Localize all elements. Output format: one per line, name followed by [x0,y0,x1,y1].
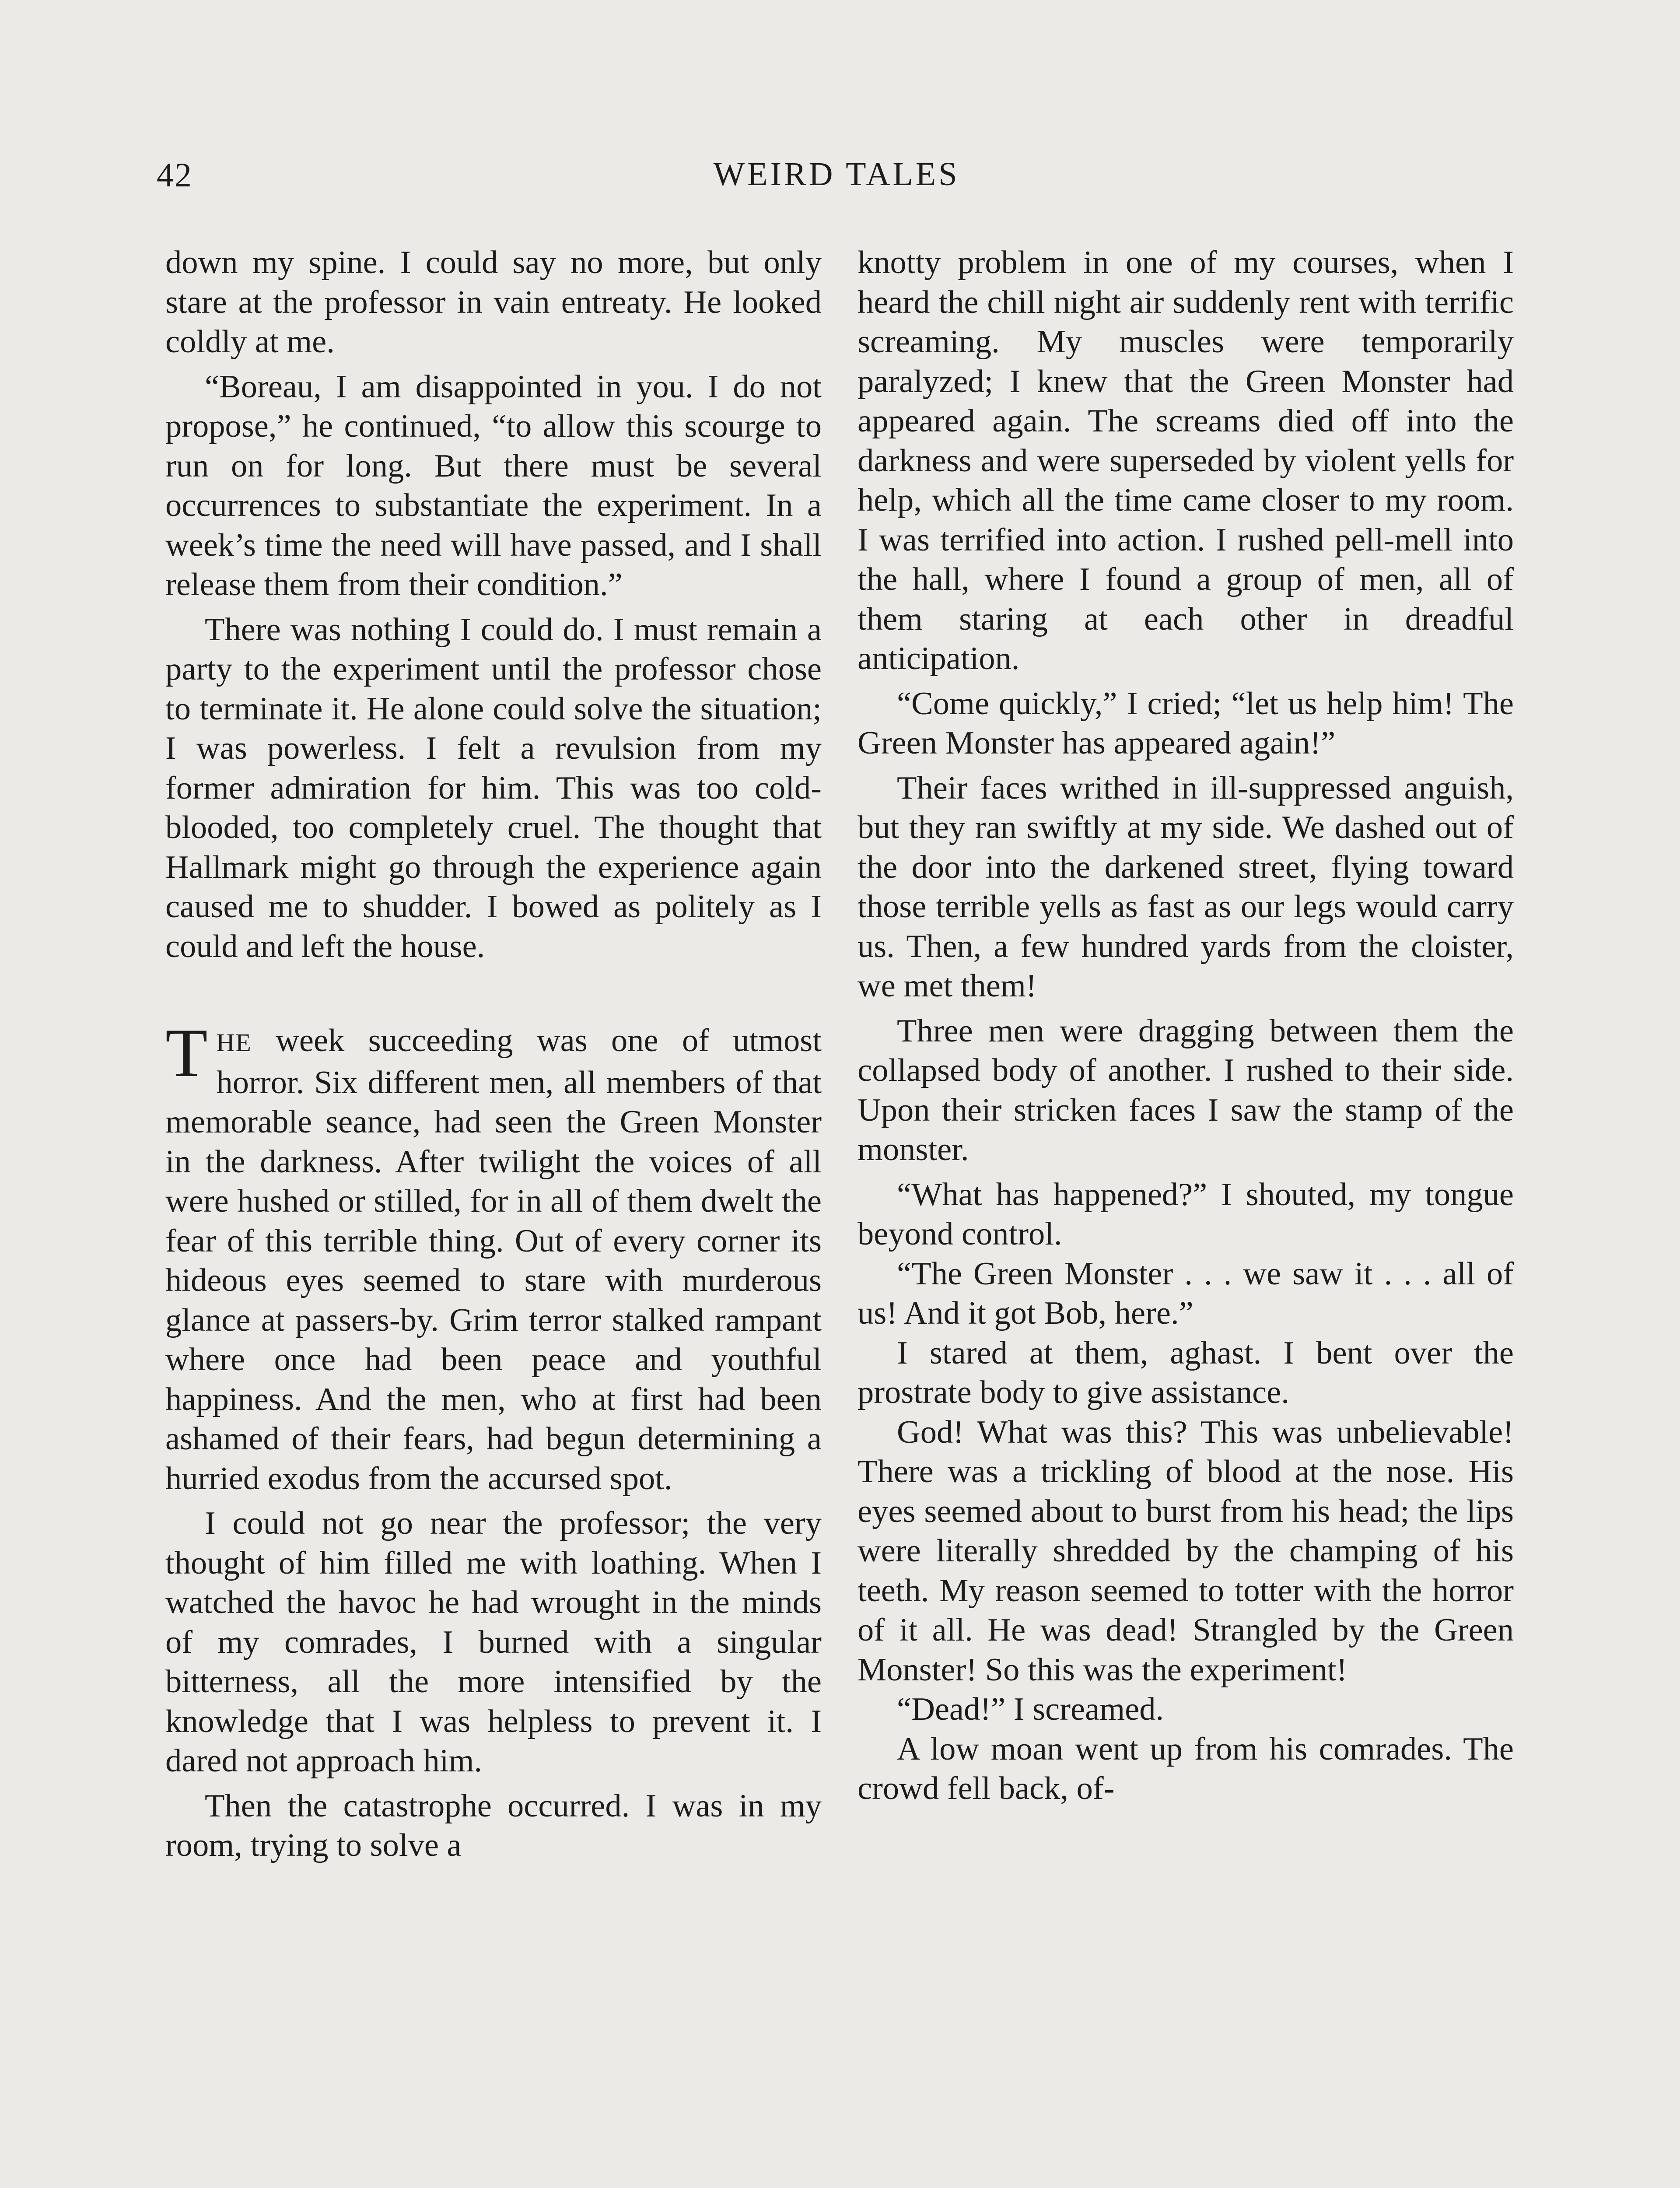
paragraph: “What has happened?” I shouted, my tongue beyond control. [858,1176,1514,1252]
drop-cap: T [165,1015,208,1091]
small-caps-lead: HE [216,1028,252,1057]
left-column [165,243,822,1865]
paragraph: There was nothing I could do. I must remain a party to the experiment until the professor chose to terminate it. He alone could solve the situation; I was powerless. I felt a revulsion from my former admiration for him. This was too cold-blooded, too completely cruel. The thought that Hallmark might go through the experience again caused me to shudder. I bowed as politely as I could and left the house. [165,611,822,964]
page-number: 42 [157,156,192,194]
page-header [157,155,1516,208]
paragraph: God! What was this? This was unbelievable! There was a trickling of blood at the nose. His eyes seemed about to burst from his head; the lips were literally shredded by the champing of his teeth. My reason seemed to totter with the horror of it all. He was dead! Strangled by the Green Monster! So this was the experiment! [858,1414,1514,1688]
paragraph: I could not go near the professor; the very thought of him filled me with loathing. When I watched the havoc he had wrought in the minds of my comrades, I burned with a singular bitterness, all the more intensified by the knowledge that I was helpless to prevent it. I dared not approach him. [165,1505,822,1779]
paragraph: knotty problem in one of my courses, when I heard the chill night air suddenly rent with terrific screaming. My muscles were temporarily paralyzed; I knew that the Green Monster had appeared again. The screams died off into the darkness and were superseded by violent yells for help, which all the time came closer to my room. I was terrified into action. I rushed pell-mell into the hall, where I found a group of men, all of them staring at each other in dreadful anticipation. [858,245,1514,677]
paragraph: Three men were dragging between them the collapsed body of another. I rushed to their side. Upon their stricken faces I saw the stamp of the monster. [858,1013,1514,1168]
paragraph: “Boreau, I am disappointed in you. I do not propose,” he continued, “to allow this scourge to run on for long. But there must be several occurrences to substantiate the experiment. In a week’s time the need will have passed, and I shall release them from their condition.” [165,368,822,603]
paragraph: “Come quickly,” I cried; “let us help him! The Green Monster has appeared again!” [858,685,1514,761]
paragraph: “Dead!” I screamed. [897,1691,1164,1727]
paragraph: down my spine. I could say no more, but only stare at the professor in vain entreaty. He looked coldly at me. [165,245,822,360]
paragraph: “The Green Monster . . . we saw it . . . all of us! And it got Bob, here.” [858,1255,1514,1331]
running-head: WEIRD TALES [713,156,960,193]
paragraph: I stared at them, aghast. I bent over the prostrate body to give assistance. [858,1335,1514,1410]
paragraph: Their faces writhed in ill-suppressed anguish, but they ran swiftly at my side. We dashed out of the door into the darkened street, flying toward those terrible yells as fast as our legs would carry us. Then, a few hundred yards from the cloister, we met them! [858,770,1514,1004]
paragraph: Then the catastrophe occurred. I was in my room, trying to solve a [165,1788,822,1863]
right-column [858,243,1514,1809]
paragraph: A low moan went up from his comrades. The crowd fell back, of- [858,1731,1514,1806]
paragraph-text: week succeeding was one of utmost horror. Six different men, all members of that memorable seance, had seen the Green Monster in the darkness. After twilight the voices of all were hushed or stilled, for in all of them dwelt the fear of this terrible thing. Out of every corner its hideous eyes seemed to stare with murderous glance at passers-by. Grim terror stalked rampant where once had been peace and youthful happiness. And the men, who at first had been ashamed of their fears, had begun determining a hurried exodus from the accursed spot. [165,1023,822,1497]
section-opening-paragraph [165,1015,822,1498]
